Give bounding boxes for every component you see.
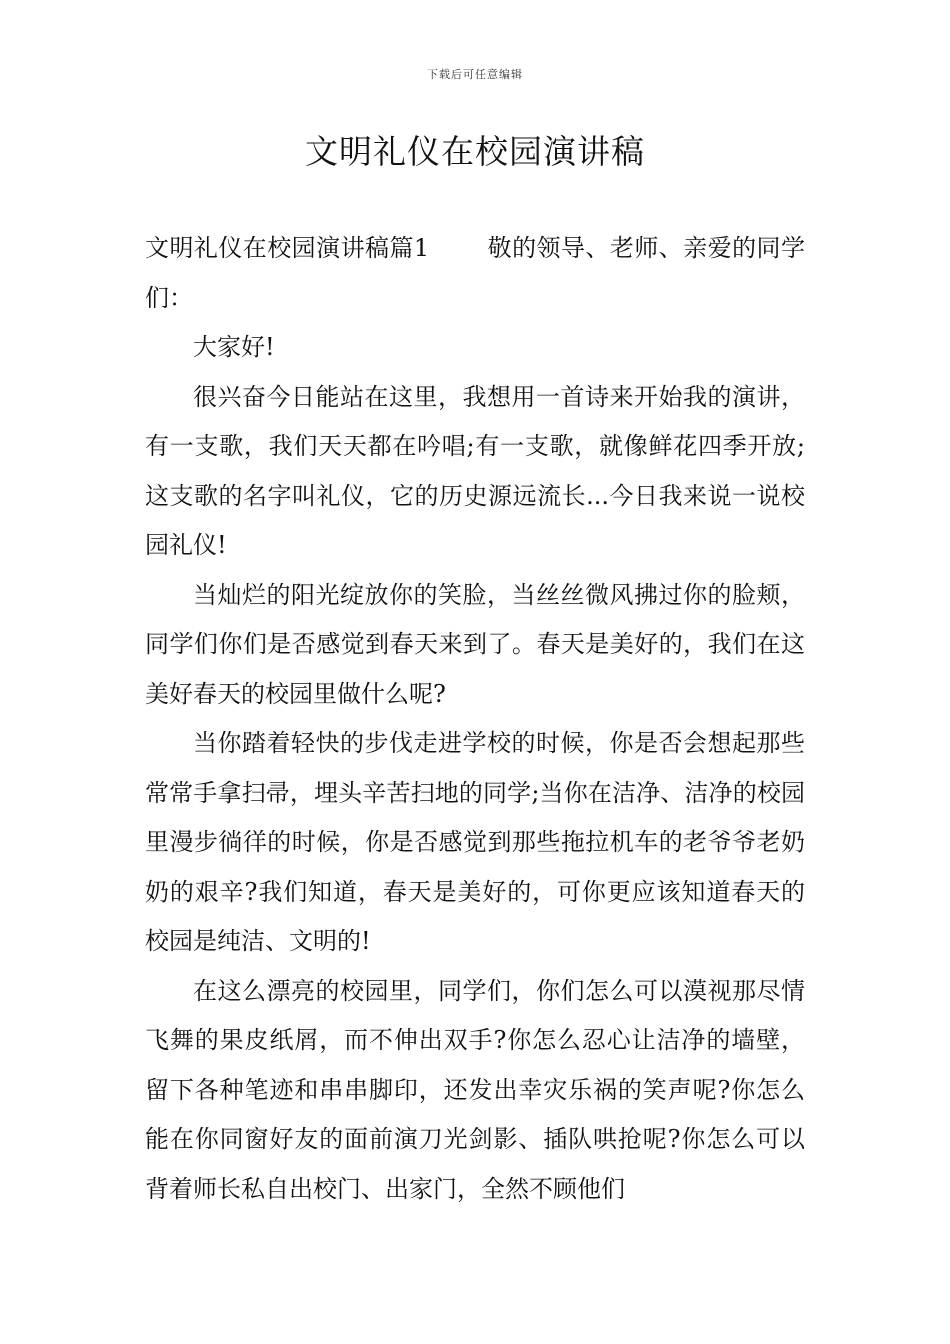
paragraph: 很兴奋今日能站在这里，我想用一首诗来开始我的演讲，有一支歌，我们天天都在吟唱;有一支歌，就像鲜花四季开放;这支歌的名字叫礼仪，它的历史源远流长...今日我来说一说校园礼仪! xyxy=(145,382,805,559)
section-heading: 文明礼仪在校园演讲稿篇1 xyxy=(145,234,430,262)
first-paragraph xyxy=(145,224,805,323)
paragraph: 当灿烂的阳光绽放你的笑脸，当丝丝微风拂过你的脸颊，同学们你们是否感觉到春天来到了。春天是美好的，我们在这美好春天的校园里做什么呢? xyxy=(145,580,805,708)
greeting: 敬的领导、老师、亲爱的同学们： xyxy=(145,234,805,312)
document-body xyxy=(145,224,805,1214)
paragraph: 大家好! xyxy=(193,333,275,361)
paragraph: 在这么漂亮的校园里，同学们，你们怎么可以漠视那尽情飞舞的果皮纸屑，而不伸出双手?你怎么忍心让洁净的墙壁，留下各种笔迹和串串脚印，还发出幸灾乐祸的笑声呢?你怎么能在你同窗好友的面前演刀光剑影、插队哄抢呢?你怎么可以背着师长私自出校门、出家门，全然不顾他们 xyxy=(145,976,805,1203)
document-title: 文明礼仪在校园演讲稿 xyxy=(305,132,645,171)
header-note: 下载后可任意编辑 xyxy=(427,68,523,81)
paragraph: 当你踏着轻快的步伐走进学校的时候，你是否会想起那些常常手拿扫帚，埋头辛苦扫地的同学;当你在洁净、洁净的校园里漫步徜徉的时候，你是否感觉到那些拖拉机车的老爷爷老奶奶的艰辛?我们知道，春天是美好的，可你更应该知道春天的校园是纯洁、文明的! xyxy=(145,729,805,955)
